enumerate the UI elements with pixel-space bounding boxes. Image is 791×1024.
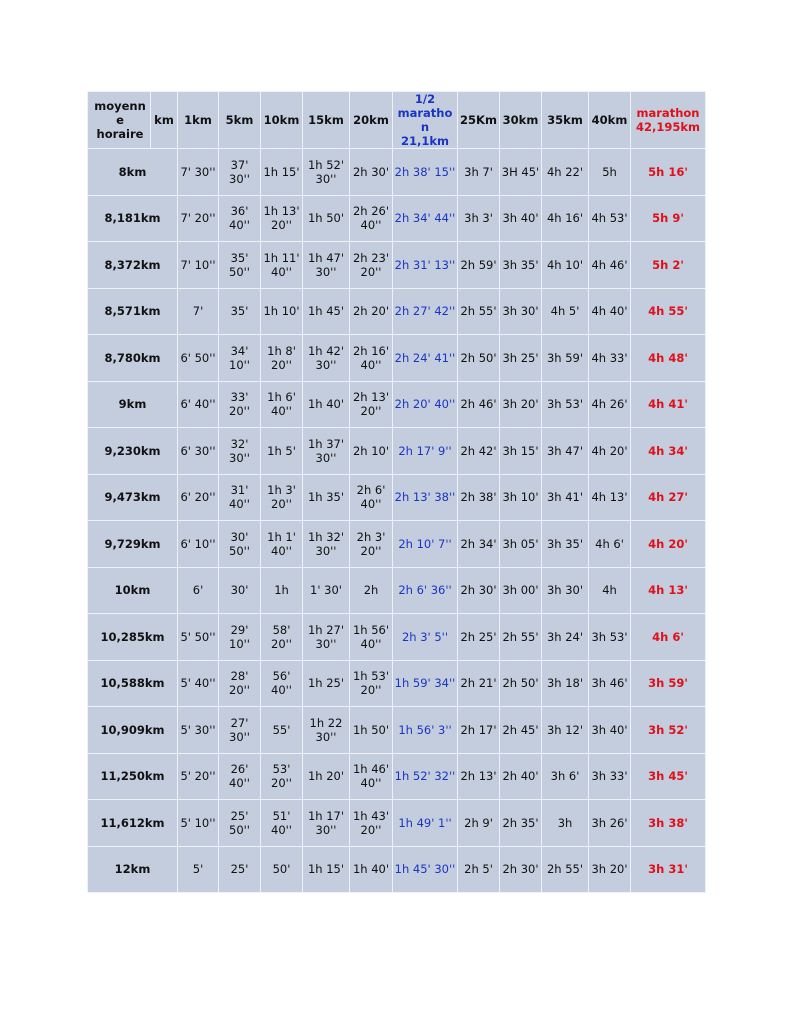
pace-cell: 9km: [88, 381, 178, 428]
header-20km: 20km: [350, 92, 393, 149]
time-15km: 1h 22 30'': [303, 707, 350, 754]
time-20km: 2h 26' 40'': [350, 195, 393, 242]
time-40km: 3h 46': [589, 660, 631, 707]
time-5km: 34' 10'': [219, 335, 261, 382]
time-1km: 5' 40'': [178, 660, 219, 707]
header-35km: 35km: [542, 92, 589, 149]
time-1km: 7': [178, 288, 219, 335]
pace-cell: 9,729km: [88, 521, 178, 568]
time-20km: 2h 23' 20'': [350, 242, 393, 289]
header-half-marathon: 1/2 marathon 21,1km: [393, 92, 458, 149]
time-marathon: 4h 48': [631, 335, 706, 382]
time-25km: 2h 9': [458, 800, 500, 847]
time-20km: 2h 6' 40'': [350, 474, 393, 521]
time-half-marathon: 2h 34' 44'': [393, 195, 458, 242]
header-25km: 25Km: [458, 92, 500, 149]
time-25km: 2h 17': [458, 707, 500, 754]
time-10km: 58' 20'': [261, 614, 303, 661]
time-10km: 1h 8' 20'': [261, 335, 303, 382]
time-1km: 5' 10'': [178, 800, 219, 847]
time-10km: 1h 11' 40'': [261, 242, 303, 289]
time-20km: 2h 3' 20'': [350, 521, 393, 568]
time-half-marathon: 2h 13' 38'': [393, 474, 458, 521]
time-5km: 28' 20'': [219, 660, 261, 707]
header-km: km: [151, 92, 178, 149]
time-40km: 3h 26': [589, 800, 631, 847]
table-row: [88, 614, 706, 661]
time-35km: 3h 53': [542, 381, 589, 428]
time-marathon: 5h 16': [631, 149, 706, 196]
time-35km: 4h 16': [542, 195, 589, 242]
time-5km: 36' 40'': [219, 195, 261, 242]
time-5km: 31' 40'': [219, 474, 261, 521]
time-20km: 2h: [350, 567, 393, 614]
time-marathon: 3h 31': [631, 846, 706, 893]
time-20km: 2h 20': [350, 288, 393, 335]
time-10km: 56' 40'': [261, 660, 303, 707]
time-40km: 3h 53': [589, 614, 631, 661]
time-30km: 2h 35': [500, 800, 542, 847]
time-25km: 2h 13': [458, 753, 500, 800]
time-30km: 3h 30': [500, 288, 542, 335]
time-20km: 1h 50': [350, 707, 393, 754]
time-40km: 4h 26': [589, 381, 631, 428]
marathon-pace-table: [87, 91, 706, 893]
time-5km: 35' 50'': [219, 242, 261, 289]
time-half-marathon: 1h 52' 32'': [393, 753, 458, 800]
time-35km: 3h 12': [542, 707, 589, 754]
header-average-pace: moyenne horaire: [88, 92, 151, 149]
time-35km: 3h 24': [542, 614, 589, 661]
time-40km: 3h 40': [589, 707, 631, 754]
time-35km: 3h 6': [542, 753, 589, 800]
table-row: [88, 846, 706, 893]
pace-cell: 8km: [88, 149, 178, 196]
time-marathon: 5h 9': [631, 195, 706, 242]
table-row: [88, 521, 706, 568]
time-marathon: 3h 38': [631, 800, 706, 847]
time-30km: 3h 05': [500, 521, 542, 568]
time-30km: 3h 10': [500, 474, 542, 521]
time-30km: 2h 45': [500, 707, 542, 754]
pace-cell: 10,285km: [88, 614, 178, 661]
time-30km: 2h 55': [500, 614, 542, 661]
time-25km: 2h 38': [458, 474, 500, 521]
time-marathon: 3h 52': [631, 707, 706, 754]
time-half-marathon: 2h 24' 41'': [393, 335, 458, 382]
time-35km: 3h 59': [542, 335, 589, 382]
time-25km: 2h 42': [458, 428, 500, 475]
time-marathon: 4h 6': [631, 614, 706, 661]
time-35km: 4h 10': [542, 242, 589, 289]
time-10km: 55': [261, 707, 303, 754]
time-half-marathon: 2h 3' 5'': [393, 614, 458, 661]
time-half-marathon: 2h 17' 9'': [393, 428, 458, 475]
pace-cell: 11,612km: [88, 800, 178, 847]
time-25km: 2h 55': [458, 288, 500, 335]
time-5km: 27' 30'': [219, 707, 261, 754]
table-row: [88, 335, 706, 382]
time-25km: 2h 5': [458, 846, 500, 893]
time-1km: 5' 30'': [178, 707, 219, 754]
pace-cell: 10km: [88, 567, 178, 614]
pace-cell: 10,909km: [88, 707, 178, 754]
table-row: [88, 707, 706, 754]
time-1km: 7' 10'': [178, 242, 219, 289]
time-40km: 4h 53': [589, 195, 631, 242]
time-40km: 4h 6': [589, 521, 631, 568]
time-5km: 26' 40'': [219, 753, 261, 800]
time-1km: 6' 30'': [178, 428, 219, 475]
time-10km: 1h 5': [261, 428, 303, 475]
time-5km: 33' 20'': [219, 381, 261, 428]
time-25km: 2h 21': [458, 660, 500, 707]
time-5km: 30': [219, 567, 261, 614]
time-15km: 1h 40': [303, 381, 350, 428]
time-35km: 4h 22': [542, 149, 589, 196]
time-15km: 1h 20': [303, 753, 350, 800]
time-10km: 1h 6' 40'': [261, 381, 303, 428]
time-half-marathon: 2h 27' 42'': [393, 288, 458, 335]
pace-cell: 8,181km: [88, 195, 178, 242]
time-15km: 1h 27' 30'': [303, 614, 350, 661]
time-1km: 6' 20'': [178, 474, 219, 521]
time-half-marathon: 2h 10' 7'': [393, 521, 458, 568]
time-half-marathon: 1h 59' 34'': [393, 660, 458, 707]
time-1km: 6' 10'': [178, 521, 219, 568]
time-half-marathon: 1h 49' 1'': [393, 800, 458, 847]
time-15km: 1h 37' 30'': [303, 428, 350, 475]
time-30km: 2h 50': [500, 660, 542, 707]
time-20km: 2h 30': [350, 149, 393, 196]
time-marathon: 3h 45': [631, 753, 706, 800]
time-20km: 1h 43' 20'': [350, 800, 393, 847]
time-20km: 1h 53' 20'': [350, 660, 393, 707]
time-marathon: 4h 55': [631, 288, 706, 335]
time-half-marathon: 1h 56' 3'': [393, 707, 458, 754]
time-30km: 3h 35': [500, 242, 542, 289]
time-1km: 5': [178, 846, 219, 893]
time-25km: 2h 46': [458, 381, 500, 428]
time-5km: 37' 30'': [219, 149, 261, 196]
header-row: [88, 92, 706, 149]
pace-cell: 8,780km: [88, 335, 178, 382]
time-35km: 3h 41': [542, 474, 589, 521]
time-marathon: 4h 41': [631, 381, 706, 428]
time-15km: 1h 25': [303, 660, 350, 707]
time-15km: 1h 42' 30'': [303, 335, 350, 382]
time-35km: 4h 5': [542, 288, 589, 335]
time-25km: 2h 25': [458, 614, 500, 661]
time-15km: 1' 30': [303, 567, 350, 614]
time-35km: 2h 55': [542, 846, 589, 893]
header-15km: 15km: [303, 92, 350, 149]
time-30km: 3h 00': [500, 567, 542, 614]
table-row: [88, 753, 706, 800]
table-row: [88, 195, 706, 242]
time-20km: 2h 13' 20'': [350, 381, 393, 428]
pace-cell: 9,473km: [88, 474, 178, 521]
header-5km: 5km: [219, 92, 261, 149]
time-40km: 3h 33': [589, 753, 631, 800]
time-40km: 5h: [589, 149, 631, 196]
time-marathon: 4h 34': [631, 428, 706, 475]
time-25km: 2h 59': [458, 242, 500, 289]
time-1km: 6' 50'': [178, 335, 219, 382]
time-15km: 1h 47' 30'': [303, 242, 350, 289]
time-40km: 4h 40': [589, 288, 631, 335]
table-row: [88, 381, 706, 428]
time-5km: 32' 30'': [219, 428, 261, 475]
header-30km: 30km: [500, 92, 542, 149]
time-30km: 3h 40': [500, 195, 542, 242]
time-1km: 5' 20'': [178, 753, 219, 800]
time-5km: 35': [219, 288, 261, 335]
header-10km: 10km: [261, 92, 303, 149]
time-25km: 3h 7': [458, 149, 500, 196]
time-10km: 1h 3' 20'': [261, 474, 303, 521]
time-15km: 1h 52' 30'': [303, 149, 350, 196]
time-40km: 4h: [589, 567, 631, 614]
time-5km: 30' 50'': [219, 521, 261, 568]
time-25km: 2h 34': [458, 521, 500, 568]
time-10km: 51' 40'': [261, 800, 303, 847]
time-marathon: 3h 59': [631, 660, 706, 707]
time-15km: 1h 15': [303, 846, 350, 893]
time-10km: 53' 20'': [261, 753, 303, 800]
time-10km: 1h 10': [261, 288, 303, 335]
time-30km: 2h 30': [500, 846, 542, 893]
time-20km: 1h 40': [350, 846, 393, 893]
time-5km: 25' 50'': [219, 800, 261, 847]
time-1km: 7' 30'': [178, 149, 219, 196]
time-20km: 1h 46' 40'': [350, 753, 393, 800]
time-1km: 6' 40'': [178, 381, 219, 428]
time-1km: 6': [178, 567, 219, 614]
time-35km: 3h 18': [542, 660, 589, 707]
table-row: [88, 149, 706, 196]
time-40km: 4h 46': [589, 242, 631, 289]
header-1km: 1km: [178, 92, 219, 149]
time-35km: 3h: [542, 800, 589, 847]
time-10km: 1h 13' 20'': [261, 195, 303, 242]
header-40km: 40km: [589, 92, 631, 149]
time-half-marathon: 2h 6' 36'': [393, 567, 458, 614]
pace-cell: 11,250km: [88, 753, 178, 800]
time-half-marathon: 2h 38' 15'': [393, 149, 458, 196]
table-row: [88, 242, 706, 289]
time-40km: 4h 13': [589, 474, 631, 521]
table-row: [88, 660, 706, 707]
time-15km: 1h 32' 30'': [303, 521, 350, 568]
time-15km: 1h 35': [303, 474, 350, 521]
pace-cell: 9,230km: [88, 428, 178, 475]
time-25km: 2h 30': [458, 567, 500, 614]
time-marathon: 5h 2': [631, 242, 706, 289]
time-20km: 2h 10': [350, 428, 393, 475]
time-15km: 1h 17' 30'': [303, 800, 350, 847]
time-35km: 3h 35': [542, 521, 589, 568]
time-10km: 50': [261, 846, 303, 893]
time-30km: 3h 20': [500, 381, 542, 428]
header-marathon: marathon 42,195km: [631, 92, 706, 149]
time-40km: 4h 33': [589, 335, 631, 382]
time-1km: 7' 20'': [178, 195, 219, 242]
pace-cell: 10,588km: [88, 660, 178, 707]
time-35km: 3h 30': [542, 567, 589, 614]
time-10km: 1h: [261, 567, 303, 614]
time-40km: 3h 20': [589, 846, 631, 893]
table-row: [88, 288, 706, 335]
time-15km: 1h 50': [303, 195, 350, 242]
time-10km: 1h 15': [261, 149, 303, 196]
time-15km: 1h 45': [303, 288, 350, 335]
time-30km: 3h 25': [500, 335, 542, 382]
time-half-marathon: 2h 20' 40'': [393, 381, 458, 428]
table-body: [88, 149, 706, 893]
time-10km: 1h 1' 40'': [261, 521, 303, 568]
time-5km: 29' 10'': [219, 614, 261, 661]
time-40km: 4h 20': [589, 428, 631, 475]
pace-cell: 8,372km: [88, 242, 178, 289]
time-marathon: 4h 27': [631, 474, 706, 521]
table-row: [88, 428, 706, 475]
time-20km: 1h 56' 40'': [350, 614, 393, 661]
table-row: [88, 474, 706, 521]
time-25km: 3h 3': [458, 195, 500, 242]
time-30km: 3H 45': [500, 149, 542, 196]
table-row: [88, 567, 706, 614]
time-25km: 2h 50': [458, 335, 500, 382]
time-half-marathon: 2h 31' 13'': [393, 242, 458, 289]
time-1km: 5' 50'': [178, 614, 219, 661]
time-20km: 2h 16' 40'': [350, 335, 393, 382]
time-30km: 3h 15': [500, 428, 542, 475]
time-marathon: 4h 13': [631, 567, 706, 614]
table-row: [88, 800, 706, 847]
time-5km: 25': [219, 846, 261, 893]
time-marathon: 4h 20': [631, 521, 706, 568]
time-35km: 3h 47': [542, 428, 589, 475]
pace-cell: 8,571km: [88, 288, 178, 335]
time-30km: 2h 40': [500, 753, 542, 800]
time-half-marathon: 1h 45' 30'': [393, 846, 458, 893]
pace-cell: 12km: [88, 846, 178, 893]
